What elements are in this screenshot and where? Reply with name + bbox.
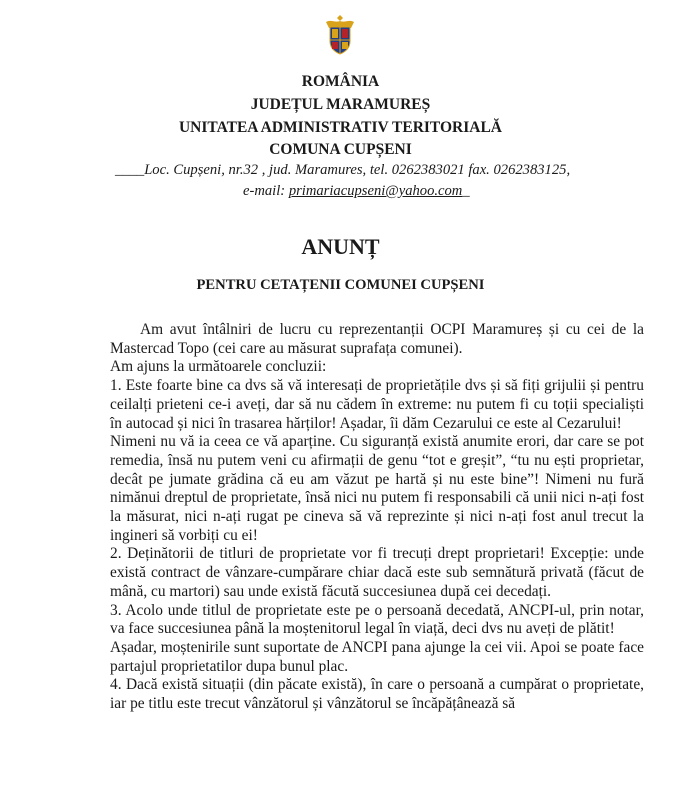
header-commune: COMUNA CUPȘENI bbox=[269, 141, 412, 158]
notice-title: ANUNȚ bbox=[301, 234, 380, 259]
coat-of-arms-icon bbox=[323, 14, 357, 56]
notice-body bbox=[110, 321, 644, 714]
paragraph: Am avut întâlniri de lucru cu reprezentanții OCPI Maramureș și cu cei de la Mastercad Topo (cei care au măsurat suprafața comunei). bbox=[110, 321, 644, 357]
email-label: e-mail: bbox=[243, 183, 286, 199]
header-county: JUDEȚUL MARAMUREȘ bbox=[250, 96, 431, 113]
paragraph: Așadar, moștenirile sunt suportate de ANCPI pana ajunge la cei vii. Apoi se poate face partajul proprietatilor dupa bunul plac. bbox=[110, 638, 644, 675]
address-line: ____Loc. Cupșeni, nr.32 , jud. Maramures, tel. 0262383021 fax. 0262383125, bbox=[115, 162, 571, 178]
email-trail: _ bbox=[462, 183, 470, 199]
paragraph: Nimeni nu vă ia ceea ce vă aparține. Cu siguranță există anumite erori, dar care se pot remedia, însă nu putem veni cu afirmații de genu “tot e greșit”, “tu nu ești proprietar, decât pe jumate grădina că eu am văzut pe hartă și nu este bine”! Nimeni nu fură nimănui dreptul de proprietate, însă nici nu putem fi responsabili că unii nici n-ați fost la măsurat, nici n-ați rugat pe cineva să vă reprezinte și nici n-ați fost anul trecut la ingineri să vorbiți cu ei! bbox=[110, 433, 644, 544]
email-link[interactable]: primariacupseni@yahoo.com bbox=[288, 183, 463, 199]
paragraph: 3. Acolo unde titlul de proprietate este pe o persoană decedată, ANCPI-ul, prin notar, va face succesiunea până la moștenitorul legal în viață, deci dvs nu aveți de plătit! bbox=[110, 601, 644, 638]
paragraph: 1. Este foarte bine ca dvs să vă interesați de proprietățile dvs și să fiți grijulii și pentru ceilalți prieteni ce-i aveți, dar să nu cădem în extreme: nu putem fi cu toții specialiști în autocad și nici în trasarea hărților! Așadar, îi dăm Cezarului ce este al Cezarului! bbox=[110, 377, 644, 432]
header-unit: UNITATEA ADMINISTRATIV TERITORIALĂ bbox=[178, 119, 502, 136]
header-country: ROMÂNIA bbox=[301, 73, 380, 90]
email-line bbox=[243, 181, 470, 201]
paragraph: 4. Dacă există situații (din păcate există), în care o persoană a cumpărat o proprietate, iar pe titlu este trecut vânzătorul și vânzătorul se încăpățânează să bbox=[110, 676, 644, 713]
paragraph: 2. Deținătorii de titluri de proprietate vor fi trecuți drept proprietari! Excepție: unde există contract de vânzare-cumpărare chiar dacă este sub semnătură privată (făcut de mână, cu martori) sau unde există făcută succesiunea după cei decedați. bbox=[110, 545, 644, 600]
notice-subtitle: PENTRU CETAȚENII COMUNEI CUPȘENI bbox=[196, 277, 485, 293]
paragraph: Am ajuns la următoarele concluzii: bbox=[110, 358, 327, 376]
